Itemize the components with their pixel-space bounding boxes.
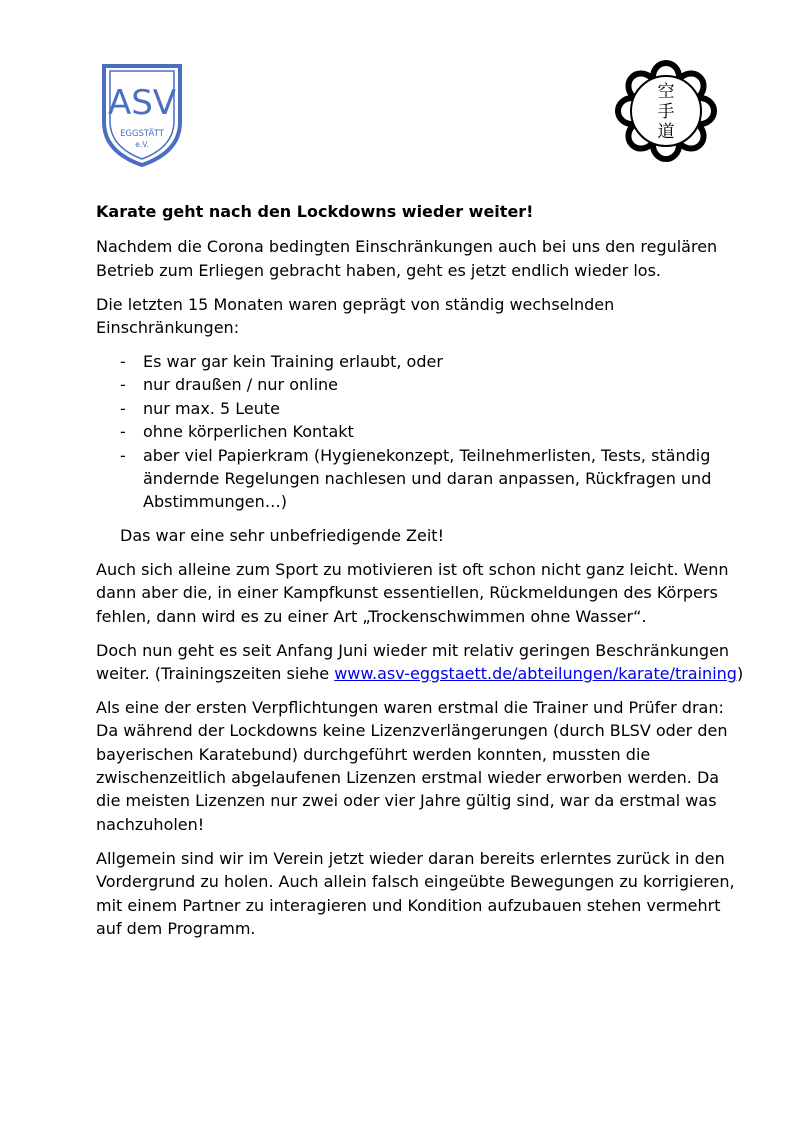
restrictions-list <box>96 350 746 514</box>
paragraph-motivation: Auch sich alleine zum Sport zu motivieren ist oft schon nicht ganz leicht. Wenn dann aber die, in einer Kampfkunst essentiellen, Rückmeldungen des Körpers fehlen, dann wird es zu einer Art „Trockenschwimmen ohne Wasser“. <box>96 559 729 626</box>
licenses-detail: Da während der Lockdowns keine Lizenzverlängerungen (durch BLSV oder den bayerischen Karatebund) durchgeführt werden konnten, mussten die zwischenzeitlich abgelaufenen Lizenzen erstmal wieder erworben werden. Da die meisten Lizenzen nur zwei oder vier Jahre gültig sind, war da erstmal was nachzuholen! <box>96 721 728 834</box>
dash-bullet: - <box>120 352 126 372</box>
article-body <box>96 200 746 951</box>
dash-bullet: - <box>120 422 126 442</box>
kanji-te: 手 <box>657 102 675 122</box>
licenses-intro: Als eine der ersten Verpflichtungen waren erstmal die Trainer und Prüfer dran: <box>96 697 724 717</box>
list-item <box>96 397 746 420</box>
list-item <box>96 444 746 514</box>
list-item-text: aber viel Papierkram (Hygienekonzept, Teilnehmerlisten, Tests, ständig ändernde Regelungen nachlesen und daran anpassen, Rückfragen und Abstimmungen…) <box>143 445 712 512</box>
paragraph-licenses <box>96 696 746 836</box>
dash-bullet: - <box>120 445 126 465</box>
restart-text-end: ) <box>736 663 744 683</box>
paragraph-restrictions-intro: Die letzten 15 Monaten waren geprägt von ständig wechselnden Einschränkungen: <box>96 294 615 338</box>
kanji-kara: 空 <box>657 82 675 102</box>
article-title: Karate geht nach den Lockdowns wieder weiter! <box>96 202 534 221</box>
dash-bullet: - <box>120 398 126 418</box>
list-item-text: Es war gar kein Training erlaubt, oder <box>143 352 443 372</box>
kanji-do: 道 <box>657 122 675 142</box>
restart-text: Doch nun geht es seit Anfang Juni wieder mit relativ geringen Beschränkungen weiter. (Trainingszeiten siehe <box>96 640 730 683</box>
paragraph-summary: Das war eine sehr unbefriedigende Zeit! <box>120 525 444 545</box>
training-link[interactable]: www.asv-eggstaett.de/abteilungen/karate/training <box>334 663 737 683</box>
list-item <box>96 420 746 443</box>
asv-town: EGGSTÄTT <box>120 129 164 139</box>
list-item-text: nur max. 5 Leute <box>143 398 280 418</box>
list-item-text: ohne körperlichen Kontakt <box>143 422 354 442</box>
list-item <box>96 373 746 396</box>
list-item <box>96 350 746 373</box>
paragraph-training-focus: Allgemein sind wir im Verein jetzt wieder daran bereits erlerntes zurück in den Vordergrund zu holen. Auch allein falsch eingeübte Bewegungen zu korrigieren, mit einem Partner zu interagieren und Kondition aufzubauen stehen vermehrt auf dem Programm. <box>96 848 735 938</box>
list-item-text: nur draußen / nur online <box>143 375 338 395</box>
karate-do-emblem <box>612 58 720 164</box>
asv-suffix: e.V. <box>135 140 149 149</box>
dash-bullet: - <box>120 375 126 395</box>
asv-eggstaett-logo <box>100 62 184 168</box>
paragraph-intro: Nachdem die Corona bedingten Einschränkungen auch bei uns den regulären Betrieb zum Erliegen gebracht haben, geht es jetzt endlich wieder los. <box>96 237 718 280</box>
paragraph-restart <box>96 639 746 686</box>
asv-letters: ASV <box>107 83 177 123</box>
